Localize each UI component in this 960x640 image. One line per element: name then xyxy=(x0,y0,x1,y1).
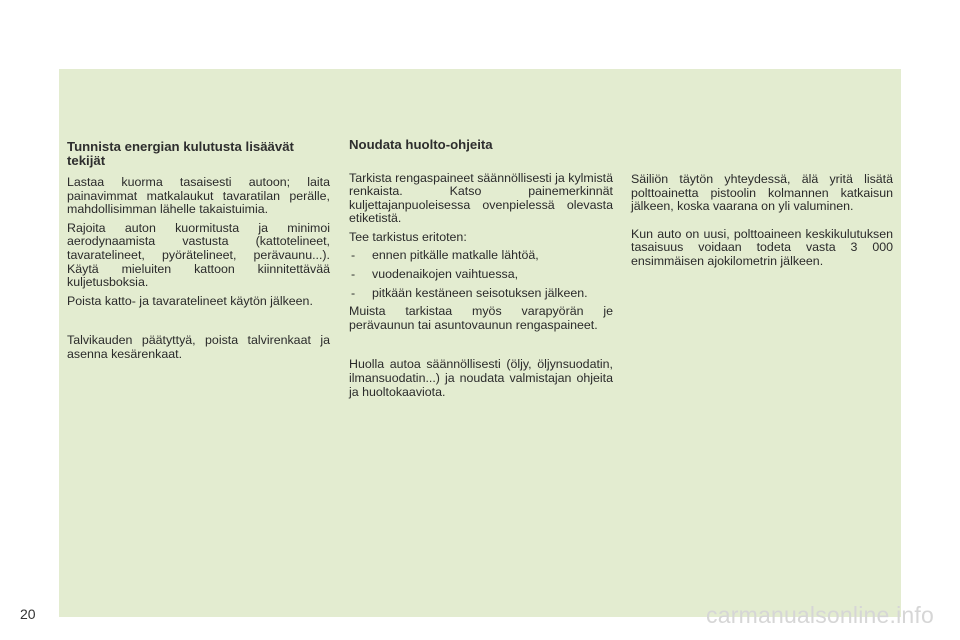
section-heading-energy: Tunnista energian kulutusta lisäävät tekijät xyxy=(67,139,294,168)
paragraph-refuelling: Säiliön täytön yhteydessä, älä yritä lisätä polttoainetta pistoolin kolmannen katkaisun jälkeen, koska vaarana on yli valuminen. xyxy=(631,172,893,214)
check-list xyxy=(349,249,613,300)
paragraph-limit-load: Rajoita auton kuormitusta ja minimoi aerodynaamista vastusta (kattotelineet, tavaratelineet, pyörätelineet, perävaunu...). Käytä mieluiten kattoon kiinnitettävää kuljetusboksia. xyxy=(67,220,330,290)
column-energy xyxy=(67,140,330,367)
list-item: - vuodenaikojen vaihtuessa, xyxy=(349,268,613,282)
paragraph-load-evenly: Lastaa kuorma tasaisesti autoon; laita painavimmat matkalaukut tavaratilan perälle, mahdollisimman lähelle takaistuimia. xyxy=(67,175,330,217)
paragraph-remove-racks: Poista katto- ja tavaratelineet käytön jälkeen. xyxy=(67,293,313,308)
section-heading-maintenance: Noudata huolto-ohjeita xyxy=(349,137,493,152)
watermark: carmanualsonline.info xyxy=(706,602,934,628)
paragraph-check-when: Tee tarkistus eritoten: xyxy=(349,229,467,244)
paragraph-winter-tyres: Talvikauden päätyttyä, poista talvirenkaat ja asenna kesärenkaat. xyxy=(67,333,330,361)
paragraph-service: Huolla autoa säännöllisesti (öljy, öljynsuodatin, ilmansuodatin...) ja noudata valmistajan ohjeita ja huoltokaaviota. xyxy=(349,357,613,399)
list-item: - ennen pitkälle matkalle lähtöä, xyxy=(349,249,613,263)
paragraph-new-car: Kun auto on uusi, polttoaineen keskikulutuksen tasaisuus voidaan todeta vasta 3 000 ensimmäisen ajokilometrin jälkeen. xyxy=(631,226,893,268)
page-number: 20 xyxy=(20,606,36,622)
column-fuel xyxy=(631,173,893,274)
list-item: - pitkään kestäneen seisotuksen jälkeen. xyxy=(349,287,613,301)
paragraph-tyre-pressure: Tarkista rengaspaineet säännöllisesti ja kylmistä renkaista. Katso painemerkinnät kuljettajanpuoleisessa ovenpielessä olevasta etiketistä. xyxy=(349,170,613,226)
column-maintenance xyxy=(349,138,613,404)
paragraph-spare-wheel: Muista tarkistaa myös varapyörän je perävaunun tai asuntovaunun rengaspaineet. xyxy=(349,304,613,332)
